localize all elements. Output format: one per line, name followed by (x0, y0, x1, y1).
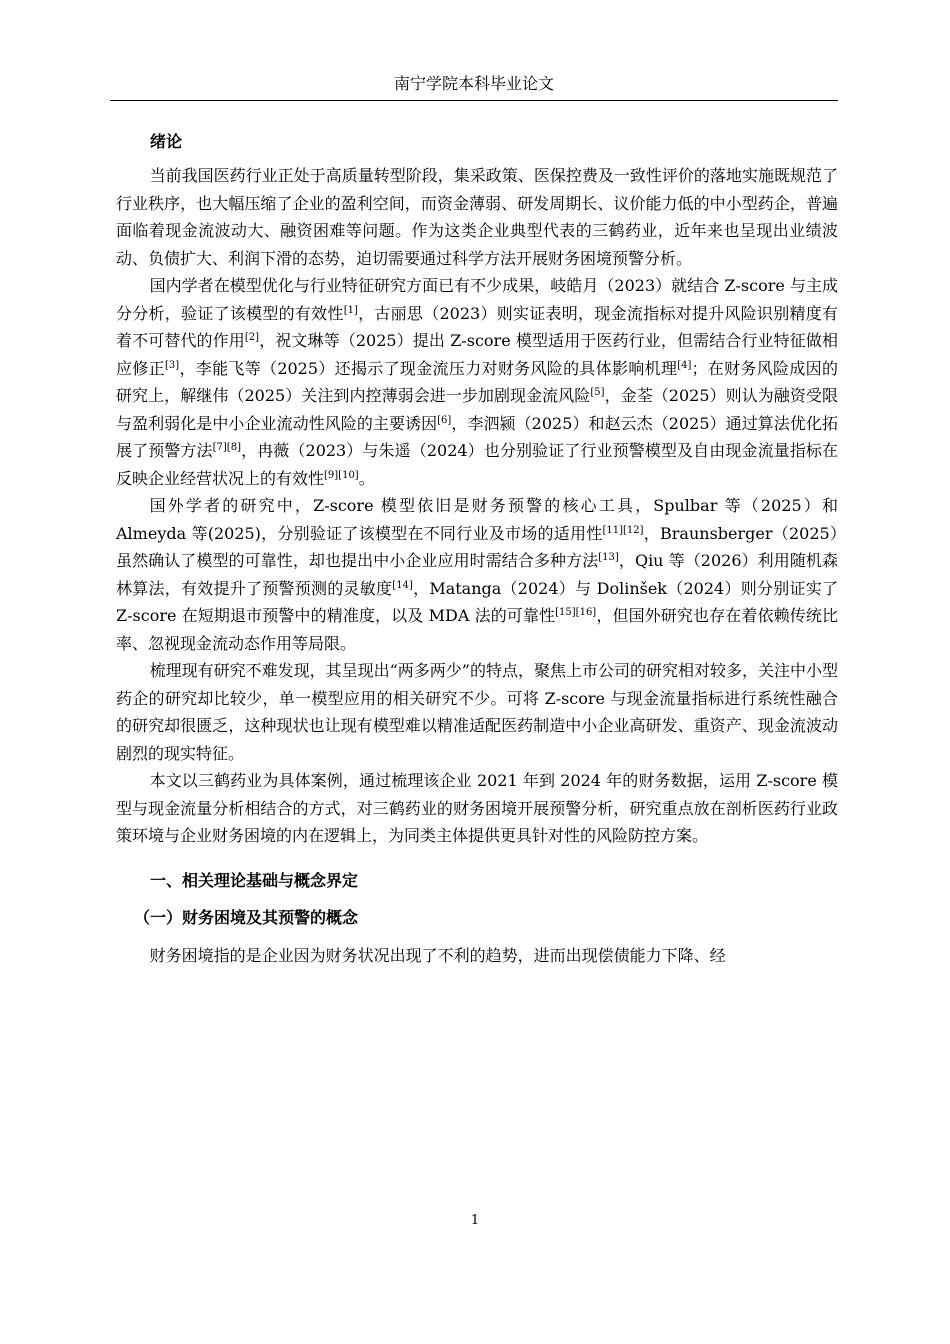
text-segment: ，Matanga（2024）与 Dolinšek（2024）则分别证实了 Z-score 在短期退市预警中的精准度，以及 MDA 法的可靠性 (116, 578, 838, 625)
text-segment: ，古丽思（2023）则实证表明，现金流指标对提升风险识别精度有着不可替代的作用 (116, 303, 838, 350)
citation: [4] (677, 359, 692, 371)
paragraph-domestic-research (116, 272, 838, 492)
citation: [9][10] (324, 469, 359, 481)
text-segment: ，但国外研究也存在着依赖传统比率、忽视现金流动态作用等局限。 (116, 606, 838, 653)
citation: [6] (437, 414, 452, 426)
citation: [2] (244, 332, 260, 343)
text-segment: 国外学者的研究中，Z-score 模型依旧是财务预警的核心工具，Spulbar 等（2025）和 Almeyda 等(2025)，分别验证了该模型在不同行业及市场的适用性 (116, 496, 838, 543)
text-segment: ，金荃（2025）则认为融资受限与盈利弱化是中小企业流动性风险的主要诱因 (116, 386, 838, 433)
text-segment: ；在财务风险成因的研究上，解继伟（2025）关注到内控薄弱会进一步加剧现金流风险 (116, 358, 838, 405)
citation: [5] (590, 387, 605, 398)
text-segment: 国内学者在模型优化与行业特征研究方面已有不少成果，岐皓月（2023）就结合 Z-score 与主成分分析，验证了该模型的有效性 (116, 276, 838, 323)
citation: [14] (392, 579, 413, 591)
page-header: 南宁学院本科毕业论文 (393, 74, 554, 93)
intro-heading: 绪论 (150, 132, 183, 151)
subsection-heading: （一）财务困境及其预警的概念 (134, 907, 359, 927)
paragraph-foreign-research (116, 492, 838, 657)
citation: [1] (343, 304, 358, 316)
text-segment: ，Qiu 等（2026）利用随机森林算法，有效提升了预警预测的灵敏度 (116, 551, 838, 598)
text-segment: ，祝文琳等（2025）提出 Z-score 模型适用于医药行业，但需结合行业特征做相应修正 (116, 331, 838, 378)
text-segment: 。 (358, 468, 375, 488)
paragraph-definition: 财务困境指的是企业因为财务状况出现了不利的趋势，进而出现偿债能力下降、经 (149, 945, 726, 965)
section-heading: 一、相关理论基础与概念界定 (150, 870, 359, 890)
citation: [13] (598, 552, 619, 563)
page-number: 1 (470, 1213, 480, 1228)
header-divider (110, 100, 838, 101)
paragraph-research-gap: 梳理现有研究不难发现，其呈现出“两多两少”的特点，聚焦上市公司的研究相对较多，关注中小型药企的研究却比较少，单一模型应用的相关研究不少。可将 Z-score 与现金流量指标进行系统性融合的研究却很匮乏，这种现状也让现有模型难以精准适配医药制造中小企业高研发、重资产、现金流波动剧烈的现实特征。 (116, 661, 838, 763)
text-segment: ，李泗颍（2025）和赵云杰（2025）通过算法优化拓展了预警方法 (116, 413, 838, 460)
text-segment: ，李能飞等（2025）还揭示了现金流压力对财务风险的具体影响机理 (179, 358, 678, 378)
citation: [3] (164, 359, 180, 371)
document-body (116, 128, 838, 969)
text-segment: ，冉薇（2023）与朱遥（2024）也分别验证了行业预警模型及自由现金流量指标在反映企业经营状况上的有效性 (116, 441, 838, 488)
citation: [7][8] (212, 442, 241, 453)
citation: [11][12] (602, 524, 644, 536)
text-segment: ，Braunsberger（2025）虽然确认了模型的可靠性，却也提出中小企业应用时需结合多种方法 (116, 523, 838, 570)
paragraph-background: 当前我国医药行业正处于高质量转型阶段，集采政策、医保控费及一致性评价的落地实施既规范了行业秩序，也大幅压缩了企业的盈利空间，而资金薄弱、研发周期长、议价能力低的中小型药企，普遍面临着现金流波动大、融资困难等问题。作为这类企业典型代表的三鹤药业，近年来也呈现出业绩波动、负债扩大、利润下滑的态势，迫切需要通过科学方法开展财务困境预警分析。 (116, 166, 838, 268)
paragraph-study-aim: 本文以三鹤药业为具体案例，通过梳理该企业 2021 年到 2024 年的财务数据，运用 Z-score 模型与现金流量分析相结合的方式，对三鹤药业的财务困境开展预警分析，研究重点放在剖析医药行业政策环境与企业财务困境的内在逻辑上，为同类主体提供更具针对性的风险防控方案。 (116, 771, 838, 845)
citation: [15][16] (555, 607, 597, 618)
